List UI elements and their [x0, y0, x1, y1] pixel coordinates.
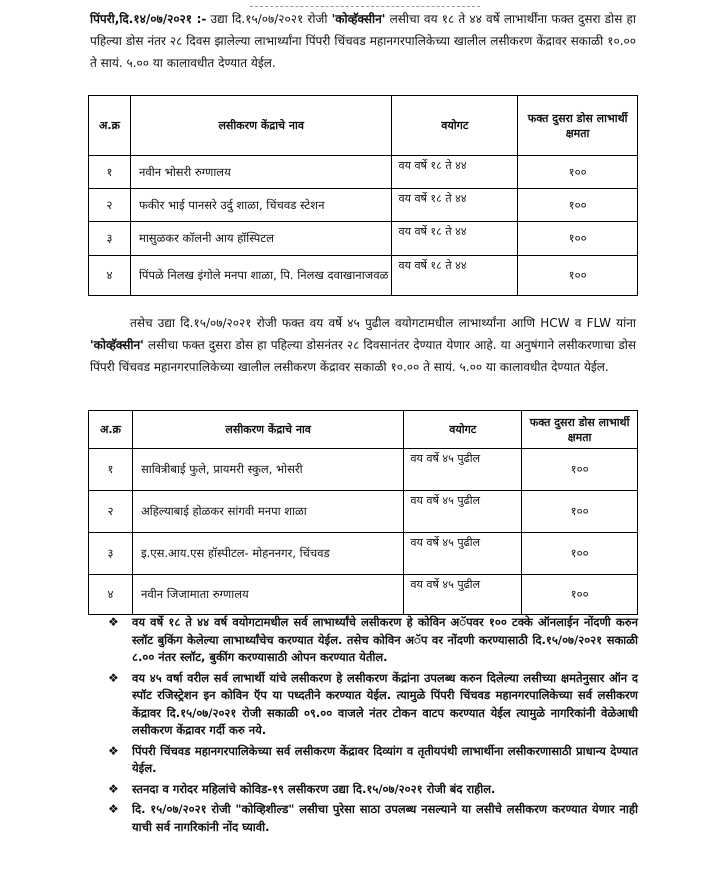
intro-text-a: उद्या दि.१५/०७/२०२१ रोजी: [210, 12, 328, 26]
centers-table-45-plus: [88, 410, 638, 615]
cell-age: वय वर्षे ४५ पुढील: [404, 575, 522, 615]
table-row: [89, 449, 638, 491]
list-item: [108, 781, 638, 799]
cell-capacity: १००: [518, 156, 638, 189]
note-text: दि. १५/०७/२०२१ रोजी "कोव्हिशील्ड" लसीचा पुरेसा साठा उपलब्ध नसल्याने या लसीचे लसीकरण करण्यात येणार नाही याची सर्व नागरिकांनी नोंद घ्यावी.: [132, 802, 638, 834]
vaccine-name: 'कोव्हॅक्सीन': [90, 338, 144, 352]
cell-capacity: १००: [522, 491, 638, 533]
header-capacity: फक्त दुसरा डोस लाभार्थी क्षमता: [522, 411, 638, 449]
diamond-bullet-icon: ❖: [108, 615, 119, 629]
cell-center: नवीन भोसरी रुग्णालय: [130, 156, 392, 189]
cell-age: वय वर्षे १८ ते ४४: [392, 222, 518, 256]
cell-sr: २: [89, 491, 133, 533]
header-sr: अ.क्र: [89, 96, 131, 156]
note-text: वय वर्षे १८ ते ४४ वर्ष वयोगटामधील सर्व लाभार्थ्यांचे लसीकरण हे कोविन अॅपवर १०० टक्के ऑनलाईन नोंदणी करुन स्लॉट बुकिंग केलेल्या लाभार्थ्यांचेच करण्यात येईल. तसेच कोविन अॅप वर नोंदणी करण्यासाठी दि.१५/०७/२०२१ सकाळी ८.०० नंतर स्लॉट, बुकींग करण्यासाठी ओपन करण्यात येतील.: [132, 615, 638, 664]
cell-center: नवीन जिजामाता रुग्णालय: [132, 575, 403, 615]
table-row: [89, 533, 638, 575]
cell-capacity: १००: [522, 449, 638, 491]
table-header-row: [89, 96, 638, 156]
list-item: [108, 614, 638, 667]
cell-center: फकीर भाई पानसरे उर्दु शाळा, चिंचवड स्टेशन: [130, 189, 392, 222]
table-row: [89, 189, 638, 222]
cell-age: वय वर्षे १८ ते ४४: [392, 256, 518, 296]
table-row: [89, 156, 638, 189]
cell-capacity: १००: [522, 533, 638, 575]
diamond-bullet-icon: ❖: [108, 781, 119, 796]
cell-center: सावित्रीबाई फुले, प्रायमरी स्कुल, भोसरी: [132, 449, 403, 491]
cell-age: वय वर्षे १८ ते ४४: [392, 156, 518, 189]
table-row: [89, 222, 638, 256]
cell-capacity: १००: [522, 575, 638, 615]
cell-age: वय वर्षे ४५ पुढील: [404, 533, 522, 575]
cell-capacity: १००: [518, 256, 638, 296]
table-header-row: [89, 411, 638, 449]
note-text: पिंपरी चिंचवड महानगरपालिकेच्या सर्व लसीकरण केंद्रावर दिव्यांग व तृतीयपंथी लाभार्थीना लसीकरणासाठी प्राधान्य देण्यात येईल.: [132, 743, 638, 775]
cell-center: अहिल्याबाई होळकर सांगवी मनपा शाळा: [132, 491, 403, 533]
diamond-bullet-icon: ❖: [108, 743, 119, 758]
notes-list: [108, 614, 638, 839]
list-item: [108, 743, 638, 778]
diamond-bullet-icon: ❖: [108, 670, 119, 685]
cell-sr: २: [89, 189, 131, 222]
cell-sr: ३: [89, 222, 131, 256]
header-center: लसीकरण केंद्राचे नाव: [130, 96, 392, 156]
note-text: वय ४५ वर्षा वरील सर्व लाभार्थी यांचे लसीकरण हे लसीकरण केंद्रांना उपलब्ध करुन दिलेल्या लसीच्या क्षमतेनुसार ऑन द स्पॉट रजिस्ट्रेशन इन कोविन ऍप या पध्दतीने करण्यात येईल. त्यामुळे पिंपरी चिंचवड महानगरपालिकेच्या सर्व लसीकरण केंद्रावर दि.१५/०७/२०२१ रोजी सकाळी ०९.०० वाजले नंतर टोकन वाटप करण्यात येईल त्यामुळे नागरिकांनी वेळेआधी लसीकरण केंद्रावर गर्दी करु नये.: [132, 670, 638, 737]
cell-age: वय वर्षे १८ ते ४४: [392, 189, 518, 222]
header-age: वयोगट: [392, 96, 518, 156]
intro-text-b: लसीचा वय १८ ते ४४ वर्षे लाभार्थींना फक्त दुसरा डोस हा पहिल्या डोस नंतर २८ दिवस झालेल्या लाभार्थ्यांना पिंपरी चिंचवड महानगरपालिकेच्या खालील लसीकरण केंद्रावर सकाळी १०.०० ते सायं. ५.०० या कालावधीत देण्यात येईल.: [90, 12, 636, 70]
cell-sr: ४: [89, 575, 133, 615]
para2-text-b: लसीचा फक्त दुसरा डोस हा पहिल्या डोसनंतर २८ दिवसानंतर देण्यात येणार आहे. या अनुषंगाने लसीकरणाचा डोस पिंपरी चिंचवड महानगरपालिकेच्या खालील लसीकरण केंद्रावर सकाळी १०.०० ते सायं. ५.०० या कालावधीत देण्यात येईल.: [90, 338, 636, 374]
cell-age: वय वर्षे ४५ पुढील: [404, 449, 522, 491]
note-text: स्तनदा व गरोदर महिलांचे कोविड-१९ लसीकरण उद्या दि.१५/०७/२०२१ रोजी बंद राहील.: [132, 781, 496, 796]
cell-center: इ.एस.आय.एस हॉस्पीटल- मोहननगर, चिंचवड: [132, 533, 403, 575]
cell-sr: १: [89, 449, 133, 491]
vaccine-name: 'कोव्हॅक्सीन': [331, 12, 386, 26]
table-row: [89, 575, 638, 615]
cell-center: मासुळकर कॉलनी आय हॉस्पिटल: [130, 222, 392, 256]
centers-table-18-44: [88, 95, 638, 296]
diamond-bullet-icon: ❖: [108, 802, 119, 816]
cell-capacity: १००: [518, 222, 638, 256]
cell-center: पिंपळे निलख इंगोले मनपा शाळा, पि. निलख दवाखानाजवळ: [130, 256, 392, 296]
intro-paragraph: [90, 8, 636, 74]
table-row: [89, 491, 638, 533]
header-divider: [250, 0, 480, 7]
header-capacity: फक्त दुसरा डोस लाभार्थी क्षमता: [518, 96, 638, 156]
list-item: [108, 801, 638, 836]
cell-sr: ३: [89, 533, 133, 575]
date-lead: पिंपरी,दि.१४/०७/२०२१ :-: [90, 12, 207, 26]
para2-text-a: तसेच उद्या दि.१५/०७/२०२१ रोजी फक्त वय वर्षे ४५ पुढील वयोगटामधील लाभार्थ्यांना आणि HCW व FLW यांना: [130, 316, 636, 330]
header-center: लसीकरण केंद्राचे नाव: [132, 411, 403, 449]
cell-capacity: १००: [518, 189, 638, 222]
header-sr: अ.क्र: [89, 411, 133, 449]
list-item: [108, 670, 638, 740]
table-row: [89, 256, 638, 296]
second-paragraph: [90, 312, 636, 378]
cell-sr: ४: [89, 256, 131, 296]
cell-age: वय वर्षे ४५ पुढील: [404, 491, 522, 533]
header-age: वयोगट: [404, 411, 522, 449]
cell-sr: १: [89, 156, 131, 189]
